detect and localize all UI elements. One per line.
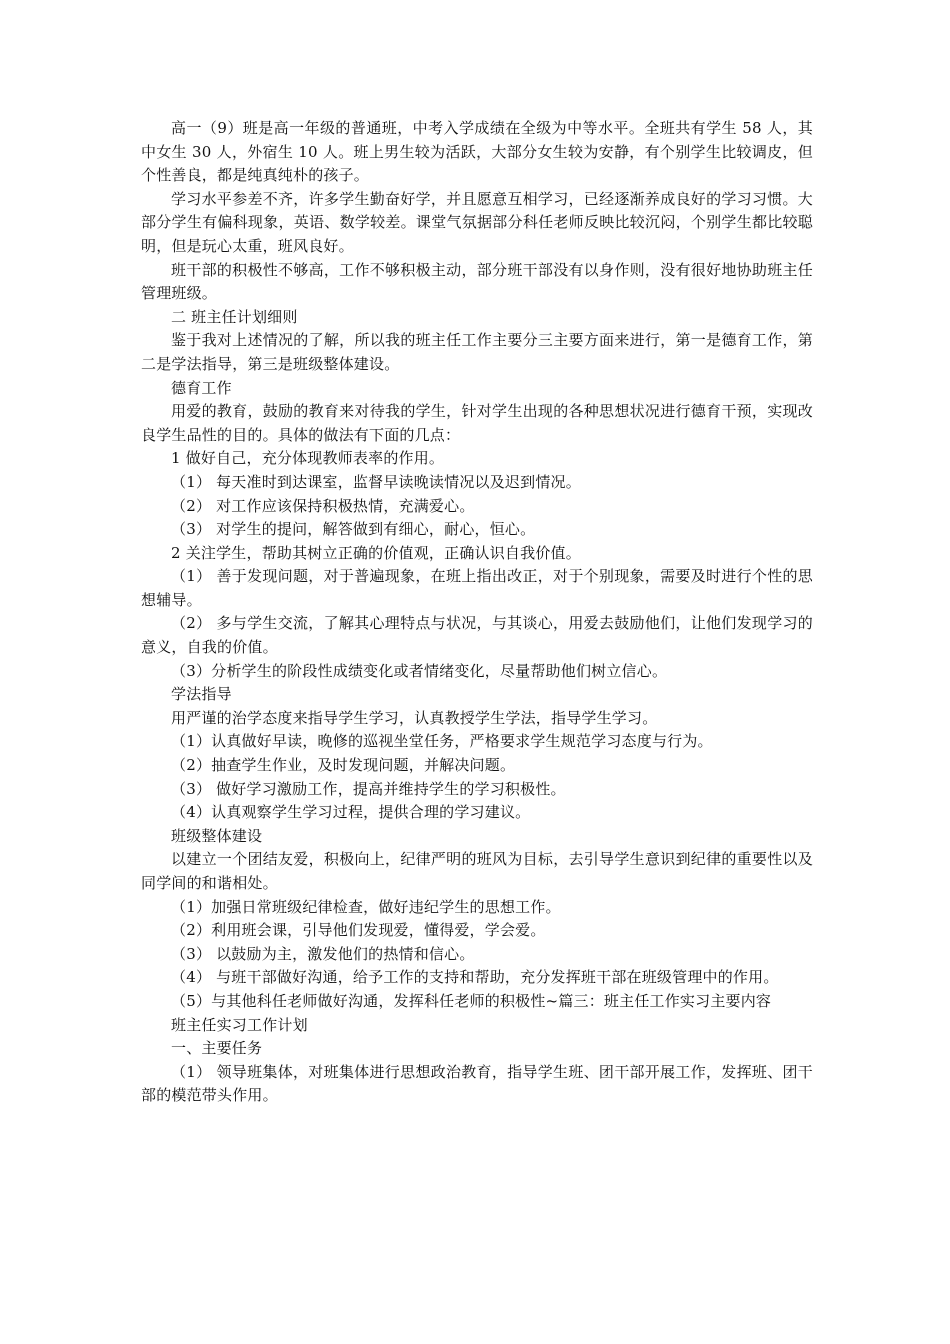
list-item: （3） 做好学习激励工作，提高并维持学生的学习积极性。	[171, 779, 566, 798]
list-item: （2） 对工作应该保持积极热情，充满爱心。	[171, 496, 475, 515]
paragraph-plan-intro: 鉴于我对上述情况的了解，所以我的班主任工作主要分三主要方面来进行，第一是德育工作，第二是学法指导，第三是班级整体建设。	[141, 331, 813, 373]
section-heading-internship-plan: 班主任实习工作计划	[171, 1015, 308, 1034]
paragraph-class-building-intro: 以建立一个团结友爱，积极向上，纪律严明的班风为目标，去引导学生意识到纪律的重要性以及同学间的和谐相处。	[141, 850, 813, 892]
paragraph-class-cadres: 班干部的积极性不够高，工作不够积极主动，部分班干部没有以身作则，没有很好地协助班主任管理班级。	[141, 260, 813, 303]
list-item: （1）认真做好早读，晚修的巡视坐堂任务，严格要求学生规范学习态度与行为。	[171, 732, 713, 751]
list-item: （1） 领导班集体，对班集体进行思想政治教育，指导学生班、团干部开展工作，发挥班、团干部的模范带头作用。	[141, 1062, 813, 1105]
list-item: （4） 与班干部做好沟通，给予工作的支持和帮助，充分发挥班干部在班级管理中的作用。	[171, 968, 779, 987]
section-heading-plan-details: 二 班主任计划细则	[171, 307, 298, 326]
list-item: （1） 每天准时到达课室，监督早读晚读情况以及迟到情况。	[171, 472, 581, 491]
section-heading-main-tasks: 一、主要任务	[171, 1039, 263, 1058]
document-page	[141, 117, 813, 1108]
list-heading-care-students: 2 关注学生，帮助其树立正确的价值观，正确认识自我价值。	[171, 543, 581, 562]
section-heading-study-guidance: 学法指导	[171, 685, 232, 704]
paragraph-class-overview: 高一（9）班是高一年级的普通班，中考入学成绩在全级为中等水平。全班共有学生 58 人，其中女生 30 人，外宿生 10 人。班上男生较为活跃，大部分女生较为安静，有个别学生比较调皮，但个性善良，都是纯真纯朴的孩子。	[141, 119, 813, 185]
list-item: （2） 多与学生交流，了解其心理特点与状况，与其谈心，用爱去鼓励他们，让他们发现学习的意义，自我的价值。	[141, 614, 813, 657]
list-item: （3） 以鼓励为主，激发他们的热情和信心。	[171, 944, 475, 963]
section-heading-moral-education: 德育工作	[171, 378, 232, 397]
list-item: （2）抽查学生作业，及时发现问题，并解决问题。	[171, 756, 516, 775]
list-heading-be-role-model: 1 做好自己，充分体现教师表率的作用。	[171, 449, 445, 468]
list-item: （3）分析学生的阶段性成绩变化或者情绪变化，尽量帮助他们树立信心。	[171, 661, 668, 680]
list-item: （2）利用班会课，引导他们发现爱，懂得爱，学会爱。	[171, 921, 546, 940]
list-item: （5）与其他科任老师做好沟通，发挥科任老师的积极性~篇三：班主任工作实习主要内容	[171, 991, 772, 1010]
list-item: （3） 对学生的提问，解答做到有细心，耐心，恒心。	[171, 520, 536, 539]
paragraph-study-guidance-intro: 用严谨的治学态度来指导学生学习，认真教授学生学法，指导学生学习。	[171, 708, 658, 727]
list-item: （1）加强日常班级纪律检查，做好违纪学生的思想工作。	[171, 897, 561, 916]
list-item: （4）认真观察学生学习过程，提供合理的学习建议。	[171, 803, 531, 822]
paragraph-moral-intro: 用爱的教育，鼓励的教育来对待我的学生，针对学生出现的各种思想状况进行德育干预，实现改良学生品性的目的。具体的做法有下面的几点：	[141, 402, 813, 444]
list-item: （1） 善于发现问题，对于普遍现象，在班上指出改正，对于个别现象，需要及时进行个性的思想辅导。	[141, 567, 813, 609]
paragraph-study-level: 学习水平参差不齐，许多学生勤奋好学，并且愿意互相学习，已经逐渐养成良好的学习习惯。大部分学生有偏科现象，英语、数学较差。课堂气氛据部分科任老师反映比较沉闷，个别学生都比较聪明，但是玩心太重，班风良好。	[141, 189, 813, 255]
section-heading-class-building: 班级整体建设	[171, 826, 263, 845]
